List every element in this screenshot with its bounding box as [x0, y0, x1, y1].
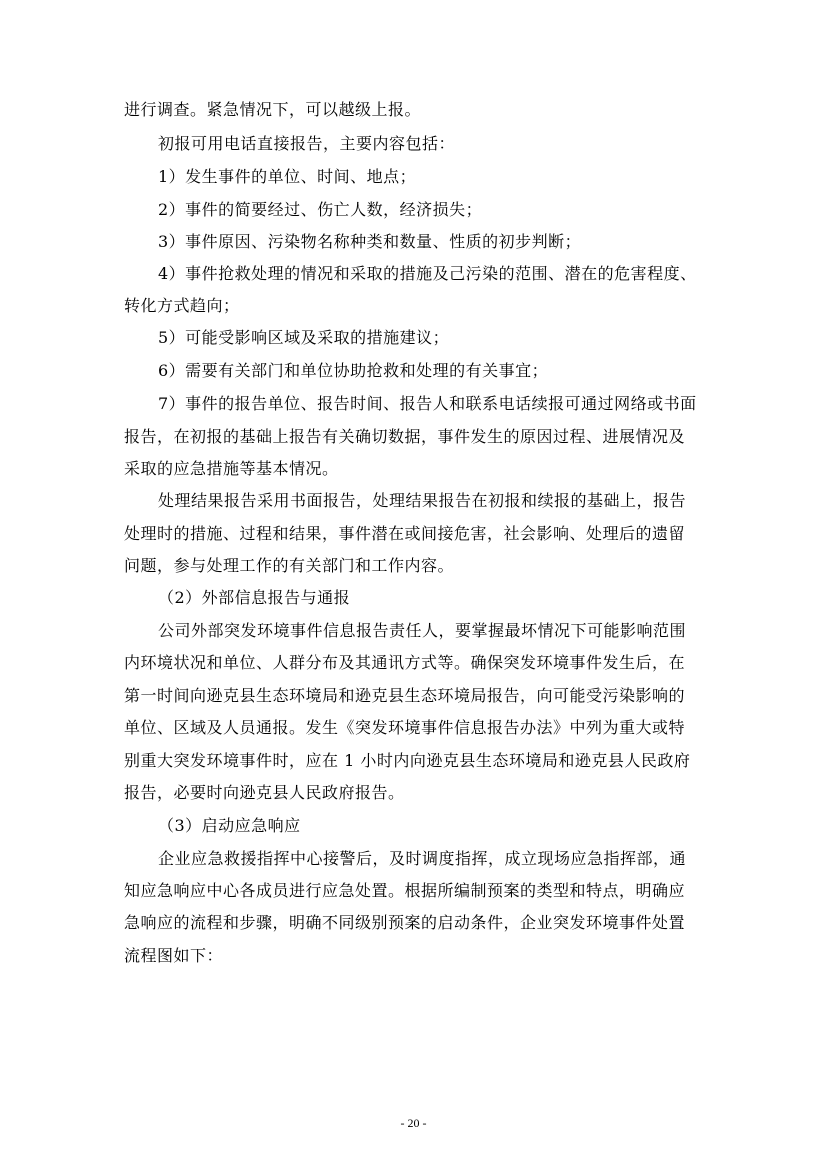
text-line: 6）需要有关部门和单位协助抢救和处理的有关事宜； [158, 361, 549, 380]
section-heading: （2）外部信息报告与通报 [158, 588, 351, 607]
text-line: 公司外部突发环境事件信息报告责任人，要掌握最坏情况下可能影响范围 [158, 621, 687, 640]
text-line: 问题，参与处理工作的有关部门和工作内容。 [124, 556, 455, 575]
text-line: 初报可用电话直接报告，主要内容包括： [158, 134, 456, 153]
text-line: 内环境状况和单位、人群分布及其通讯方式等。确保突发环境事件发生后，在 [124, 653, 686, 672]
page-number: - 20 - [400, 1116, 427, 1130]
text-line: 处理结果报告采用书面报告，处理结果报告在初报和续报的基础上，报告 [158, 491, 687, 510]
text-line: 7）事件的报告单位、报告时间、报告人和联系电话续报可通过网络或书面 [158, 394, 697, 413]
text-line: 单位、区域及人员通报。发生《突发环境事件信息报告办法》中列为重大或特 [124, 718, 686, 737]
text-line: 报告，必要时向逊克县人民政府报告。 [124, 783, 405, 802]
text-line: 4）事件抢救处理的情况和采取的措施及己污染的范围、潜在的危害程度、 [158, 264, 697, 283]
text-line: 别重大突发环境事件时，应在 1 小时内向逊克县生态环境局和逊克县人民政府 [124, 751, 691, 770]
text-line: 报告，在初报的基础上报告有关确切数据，事件发生的原因过程、进展情况及 [124, 427, 686, 446]
text-line: 采取的应急措施等基本情况。 [124, 459, 339, 478]
text-line: 3）事件原因、污染物名称种类和数量、性质的初步判断； [158, 232, 582, 251]
text-line: 进行调查。紧急情况下，可以越级上报。 [124, 100, 422, 119]
text-line: 第一时间向逊克县生态环境局和逊克县生态环境局报告，向可能受污染影响的 [124, 686, 686, 705]
text-line: 流程图如下： [124, 946, 224, 965]
section-heading: （3）启动应急响应 [158, 816, 301, 835]
text-line: 急响应的流程和步骤，明确不同级别预案的启动条件，企业突发环境事件处置 [124, 913, 686, 932]
text-line: 1）发生事件的单位、时间、地点； [158, 167, 417, 186]
text-line: 5）可能受影响区域及采取的措施建议； [158, 328, 450, 347]
text-line: 知应急响应中心各成员进行应急处置。根据所编制预案的类型和特点，明确应 [124, 881, 686, 900]
text-line: 转化方式趋向； [124, 296, 240, 315]
text-line: 处理时的措施、过程和结果，事件潜在或间接危害，社会影响、处理后的遗留 [124, 524, 686, 543]
text-line: 2）事件的简要经过、伤亡人数，经济损失； [158, 200, 483, 219]
text-line: 企业应急救援指挥中心接警后，及时调度指挥，成立现场应急指挥部，通 [158, 849, 687, 868]
